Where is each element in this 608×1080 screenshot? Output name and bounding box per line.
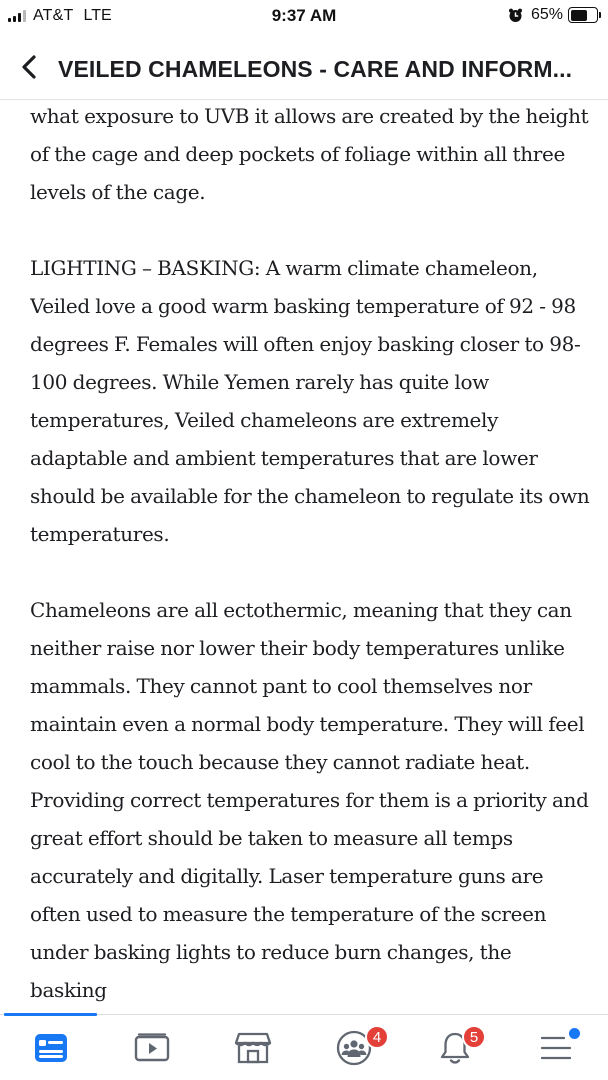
tab-news-feed[interactable] xyxy=(0,1015,101,1080)
tab-groups[interactable] xyxy=(303,1015,404,1080)
menu-notification-dot xyxy=(569,1028,580,1039)
tab-watch[interactable] xyxy=(101,1015,202,1080)
network-type: LTE xyxy=(83,7,112,24)
navigation-header xyxy=(0,40,608,100)
back-button[interactable] xyxy=(0,42,58,98)
status-bar-right xyxy=(508,6,598,24)
alarm-clock-icon xyxy=(508,8,523,23)
status-bar xyxy=(0,0,608,34)
news-feed-icon xyxy=(34,1033,68,1063)
watch-video-icon xyxy=(134,1033,170,1063)
article-paragraph: LIGHTING – BASKING: A warm climate chameleon, Veiled love a good warm basking temperature of 92 - 98 degrees F. Females will often enjoy basking closer to 98-100 degrees. While Yemen rarely has quite low temperatures, Veiled chameleons are extremely adaptable and ambient temperatures that are lower should be available for the chameleon to regulate its own temperatures. xyxy=(30,256,590,546)
chevron-left-icon xyxy=(20,54,38,85)
tab-notifications[interactable] xyxy=(404,1015,505,1080)
page-title: VEILED CHAMELEONS - CARE AND INFORM... xyxy=(58,56,573,82)
article-paragraph: what exposure to UVB it allows are created by the height of the cage and deep pockets of foliage within all three levels of the cage. xyxy=(30,104,589,204)
bottom-tab-bar xyxy=(0,1014,608,1080)
tab-menu[interactable] xyxy=(505,1015,606,1080)
article-body[interactable] xyxy=(30,97,590,1015)
menu-icon xyxy=(540,1035,572,1061)
battery-icon xyxy=(568,7,598,23)
battery-percent: 65% xyxy=(530,6,563,23)
groups-badge: 4 xyxy=(365,1025,389,1049)
marketplace-icon xyxy=(234,1032,272,1064)
article-paragraph: Chameleons are all ectothermic, meaning that they can neither raise nor lower their body temperatures unlike mammals. They cannot pant to cool themselves nor maintain even a normal body temperature. They will feel cool to the touch because they cannot radiate heat. Providing correct temperatures for them is a priority and great effort should be taken to measure all temps accurately and digitally. Laser temperature guns are often used to measure the temperature of the screen under basking lights to reduce burn changes, the basking xyxy=(30,598,589,1002)
carrier-name: AT&T xyxy=(33,7,74,24)
status-time: 9:37 AM xyxy=(271,6,337,25)
notifications-badge: 5 xyxy=(462,1025,486,1049)
tab-marketplace[interactable] xyxy=(202,1015,303,1080)
